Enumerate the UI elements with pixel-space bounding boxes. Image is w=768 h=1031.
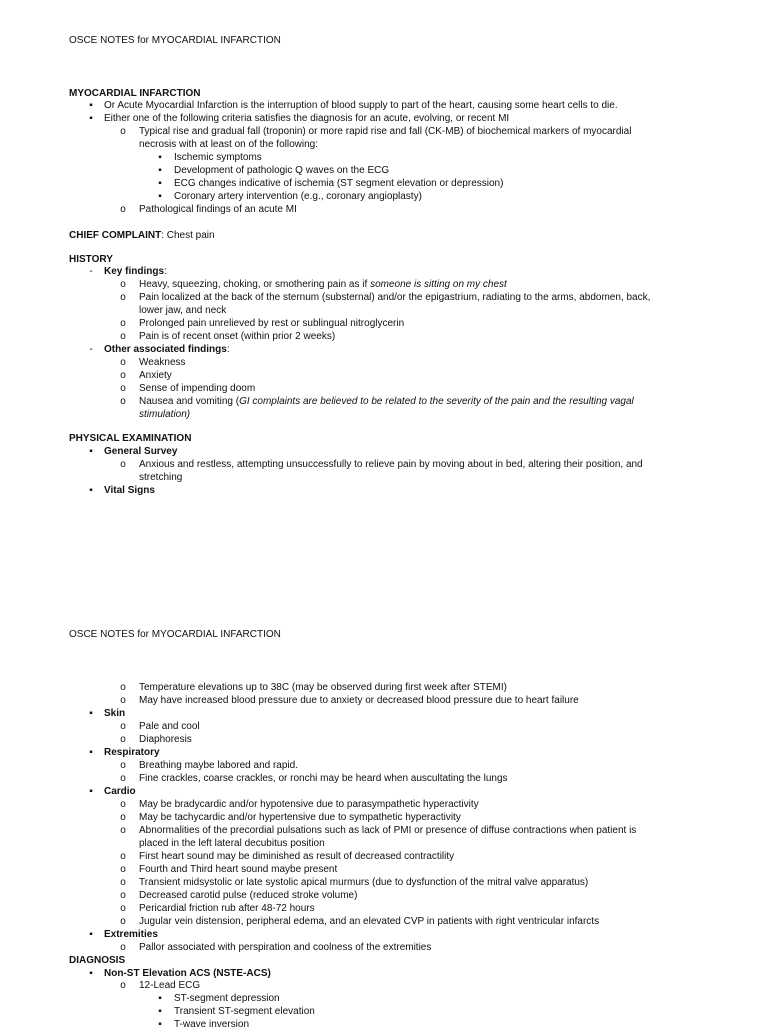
circle-bullet: o: [120, 459, 126, 470]
page-2: OSCE NOTES for MYOCARDIAL INFARCTION o Temperature elevations up to 38C (may be observed during first week after STEMI) o May have increased blood pressure due to anxiety or decreased blood pressure due to heart failure ▪ Skin o Pale and cool o Diaphoresis ▪ Respiratory o Breathing maybe labored and rapid. o Fine crackles, coarse crackles, or ronchi may be heard when auscultating the lungs ▪ Cardio o May be bradycardic and/or hypotensive due to parasympathetic hyperactivity o May be tachycardic and/or hypertensive due to sympathetic hyperactivity o Abnormalities of the precordial pulsations such as lack of PMI or presence of diffuse contractions when patient is placed in the left lateral decubitus position o First heart sound may be diminished as result of decreased contractility o Fourth and Third heart sound maybe present o Transient midsystolic or late systolic apical murmurs (due to dysfunction of the mitral valve apparatus) o Decreased carotid pulse (reduced stroke volume) o Pericardial friction rub after 48-72 hours o Jugular vein distension, peripheral edema, and an elevated CVP in patients with right ventricular infarcts ▪ Extremities o Pallor associated with perspiration and coolness of the extremities DIAGNOSIS ▪ Non-ST Elevation ACS (NSTE-ACS) o 12-Lead ECG ▪ ST-segment depression ▪ Transient ST-segment elevation ▪ T-wave inversion: [0, 612, 768, 1024]
square-bullet: ▪: [158, 165, 162, 176]
dash-bullet: -: [89, 266, 93, 277]
square-bullet: ▪: [158, 191, 162, 202]
section-title-physical-exam: PHYSICAL EXAMINATION: [69, 433, 192, 444]
circle-bullet: o: [120, 279, 126, 290]
chief-complaint: CHIEF COMPLAINT: Chest pain: [69, 230, 215, 241]
square-bullet: ▪: [89, 786, 93, 797]
circle-bullet: o: [120, 357, 126, 368]
circle-bullet: o: [120, 682, 126, 693]
square-bullet: ▪: [89, 708, 93, 719]
circle-bullet: o: [120, 204, 126, 215]
square-bullet: ▪: [89, 113, 93, 124]
circle-bullet: o: [120, 851, 126, 862]
square-bullet: ▪: [158, 152, 162, 163]
circle-bullet: o: [120, 799, 126, 810]
circle-bullet: o: [120, 812, 126, 823]
square-bullet: ▪: [158, 1006, 162, 1017]
circle-bullet: o: [120, 916, 126, 927]
circle-bullet: o: [120, 877, 126, 888]
square-bullet: ▪: [89, 485, 93, 496]
circle-bullet: o: [120, 318, 126, 329]
circle-bullet: o: [120, 383, 126, 394]
circle-bullet: o: [120, 864, 126, 875]
circle-bullet: o: [120, 903, 126, 914]
circle-bullet: o: [120, 126, 126, 137]
circle-bullet: o: [120, 721, 126, 732]
circle-bullet: o: [120, 734, 126, 745]
circle-bullet: o: [120, 760, 126, 771]
section-title-mi: MYOCARDIAL INFARCTION: [69, 88, 201, 99]
circle-bullet: o: [120, 773, 126, 784]
circle-bullet: o: [120, 292, 126, 303]
square-bullet: ▪: [89, 446, 93, 457]
page-1: OSCE NOTES for MYOCARDIAL INFARCTION MYOCARDIAL INFARCTION ▪ Or Acute Myocardial Infarction is the interruption of blood supply to part of the heart, causing some heart cells to die. ▪ Either one of the following criteria satisfies the diagnosis for an acute, evolving, or recent MI o Typical rise and gradual fall (troponin) or more rapid rise and fall (CK-MB) of biochemical markers of myocardial necrosis with at least on of the following: ▪ Ischemic symptoms ▪ Development of pathologic Q waves on the ECG ▪ ECG changes indicative of ischemia (ST segment elevation or depression) ▪ Coronary artery intervention (e.g., coronary angioplasty) o Pathological findings of an acute MI CHIEF COMPLAINT: Chest pain HISTORY - Key findings: o Heavy, squeezing, choking, or smothering pain as if someone is sitting on my chest o Pain localized at the back of the sternum (substernal) and/or the epigastrium, radiating to the arms, abdomen, back, lower jaw, and neck o Prolonged pain unrelieved by rest or sublingual nitroglycerin o Pain is of recent onset (within prior 2 weeks) - Other associated findings: o Weakness o Anxiety o Sense of impending doom o Nausea and vomiting (GI complaints are believed to be related to the severity of the pain and the resulting vagal stimulation) PHYSICAL EXAMINATION ▪ General Survey o Anxious and restless, attempting unsuccessfully to relieve pain by moving about in bed, altering their position, and stretching ▪ Vital Signs: [0, 0, 768, 612]
square-bullet: ▪: [89, 747, 93, 758]
circle-bullet: o: [120, 370, 126, 381]
circle-bullet: o: [120, 331, 126, 342]
square-bullet: ▪: [89, 929, 93, 940]
section-title-history: HISTORY: [69, 254, 113, 265]
square-bullet: ▪: [89, 968, 93, 979]
circle-bullet: o: [120, 695, 126, 706]
circle-bullet: o: [120, 890, 126, 901]
dash-bullet: -: [89, 344, 93, 355]
circle-bullet: o: [120, 825, 126, 836]
circle-bullet: o: [120, 942, 126, 953]
circle-bullet: o: [120, 980, 126, 991]
page-header: OSCE NOTES for MYOCARDIAL INFARCTION: [69, 629, 281, 640]
page-header: OSCE NOTES for MYOCARDIAL INFARCTION: [69, 35, 281, 46]
square-bullet: ▪: [158, 178, 162, 189]
dash-bullet: ▪: [89, 100, 93, 111]
square-bullet: ▪: [158, 1019, 162, 1030]
square-bullet: ▪: [158, 993, 162, 1004]
section-title-diagnosis: DIAGNOSIS: [69, 955, 126, 966]
circle-bullet: o: [120, 396, 126, 407]
